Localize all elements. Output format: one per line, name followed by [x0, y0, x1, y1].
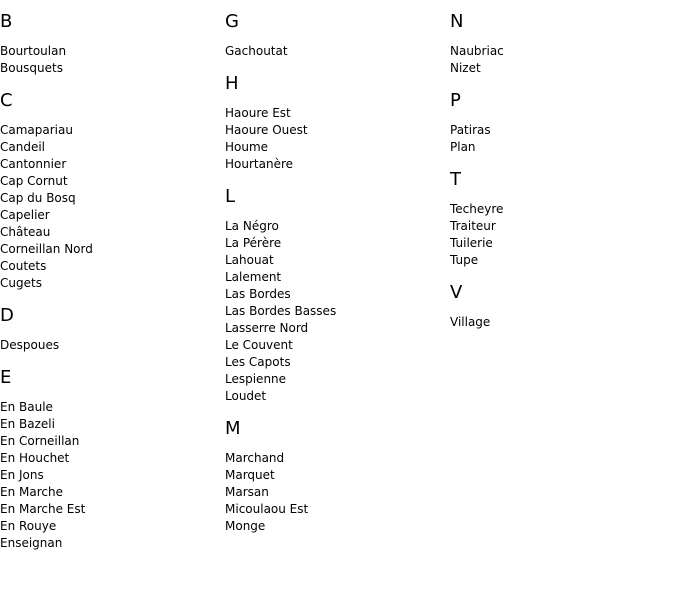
- place-link[interactable]: Marsan: [225, 485, 269, 499]
- place-list: [450, 201, 675, 269]
- place-link[interactable]: Camapariau: [0, 123, 73, 137]
- place-link[interactable]: En Rouye: [0, 519, 57, 533]
- letter-heading: V: [450, 282, 463, 303]
- place-link[interactable]: Nizet: [450, 61, 481, 75]
- place-list: [450, 122, 675, 156]
- place-link[interactable]: En Jons: [0, 468, 44, 482]
- place-link[interactable]: Candeil: [0, 140, 46, 154]
- place-link[interactable]: La Pérère: [225, 236, 282, 250]
- letter-group: [450, 169, 675, 269]
- place-link[interactable]: Monge: [225, 519, 266, 533]
- place-link[interactable]: Despoues: [0, 338, 60, 352]
- letter-heading: E: [0, 367, 12, 388]
- place-link[interactable]: En Marche: [0, 485, 63, 499]
- place-link[interactable]: En Corneillan: [0, 434, 80, 448]
- letter-group: [225, 186, 450, 405]
- place-list: [0, 337, 225, 354]
- place-link[interactable]: Las Bordes: [225, 287, 291, 301]
- place-link[interactable]: Tupe: [450, 253, 479, 267]
- letter-group: [0, 11, 225, 77]
- place-list: [0, 122, 225, 292]
- place-link[interactable]: Lasserre Nord: [225, 321, 309, 335]
- index-column-1: [0, 0, 225, 565]
- place-list: [225, 43, 450, 60]
- letter-heading: C: [0, 90, 13, 111]
- place-link[interactable]: La Négro: [225, 219, 279, 233]
- place-link[interactable]: Cantonnier: [0, 157, 67, 171]
- place-link[interactable]: Traiteur: [450, 219, 496, 233]
- place-link[interactable]: En Houchet: [0, 451, 70, 465]
- place-link[interactable]: Haoure Est: [225, 106, 291, 120]
- place-link[interactable]: Lespienne: [225, 372, 287, 386]
- place-link[interactable]: Naubriac: [450, 44, 504, 58]
- place-link[interactable]: Cap Cornut: [0, 174, 68, 188]
- place-link[interactable]: Cap du Bosq: [0, 191, 76, 205]
- place-link[interactable]: En Marche Est: [0, 502, 86, 516]
- place-link[interactable]: Las Bordes Basses: [225, 304, 337, 318]
- place-link[interactable]: Lahouat: [225, 253, 274, 267]
- place-link[interactable]: Bousquets: [0, 61, 63, 75]
- letter-heading: H: [225, 73, 239, 94]
- place-list: [225, 218, 450, 405]
- letter-heading: B: [0, 11, 13, 32]
- place-list: [450, 314, 675, 331]
- letter-group: [225, 73, 450, 173]
- place-link[interactable]: Corneillan Nord: [0, 242, 93, 256]
- place-link[interactable]: Micoulaou Est: [225, 502, 309, 516]
- letter-group: [225, 418, 450, 535]
- place-link[interactable]: Marchand: [225, 451, 285, 465]
- place-link[interactable]: Capelier: [0, 208, 50, 222]
- place-link[interactable]: Loudet: [225, 389, 267, 403]
- place-link[interactable]: Houme: [225, 140, 269, 154]
- index-column-3: [450, 0, 675, 344]
- place-link[interactable]: Cugets: [0, 276, 42, 290]
- place-list: [0, 43, 225, 77]
- letter-heading: T: [450, 169, 461, 190]
- letter-heading: P: [450, 90, 461, 111]
- place-link[interactable]: Village: [450, 315, 491, 329]
- place-link[interactable]: Lalement: [225, 270, 282, 284]
- place-list: [450, 43, 675, 77]
- place-link[interactable]: Le Couvent: [225, 338, 293, 352]
- index-column-2: [225, 0, 450, 548]
- place-link[interactable]: Château: [0, 225, 51, 239]
- place-link[interactable]: Tuilerie: [450, 236, 493, 250]
- place-list: [225, 105, 450, 173]
- letter-group: [0, 367, 225, 552]
- letter-group: [0, 90, 225, 292]
- letter-group: [450, 90, 675, 156]
- place-list: [0, 399, 225, 552]
- letter-group: [0, 305, 225, 354]
- place-link[interactable]: Bourtoulan: [0, 44, 67, 58]
- place-link[interactable]: Coutets: [0, 259, 47, 273]
- place-link[interactable]: En Baule: [0, 400, 53, 414]
- letter-heading: N: [450, 11, 464, 32]
- place-link[interactable]: Haoure Ouest: [225, 123, 308, 137]
- place-link[interactable]: Patiras: [450, 123, 491, 137]
- place-link[interactable]: Les Capots: [225, 355, 291, 369]
- letter-heading: G: [225, 11, 239, 32]
- letter-heading: L: [225, 186, 236, 207]
- letter-group: [450, 282, 675, 331]
- letter-heading: D: [0, 305, 14, 326]
- place-link[interactable]: En Bazeli: [0, 417, 55, 431]
- place-link[interactable]: Hourtanère: [225, 157, 294, 171]
- place-link[interactable]: Gachoutat: [225, 44, 288, 58]
- letter-group: [225, 11, 450, 60]
- place-link[interactable]: Techeyre: [450, 202, 504, 216]
- place-list: [225, 450, 450, 535]
- place-link[interactable]: Marquet: [225, 468, 275, 482]
- place-link[interactable]: Plan: [450, 140, 476, 154]
- place-link[interactable]: Enseignan: [0, 536, 63, 550]
- letter-heading: M: [225, 418, 241, 439]
- letter-group: [450, 11, 675, 77]
